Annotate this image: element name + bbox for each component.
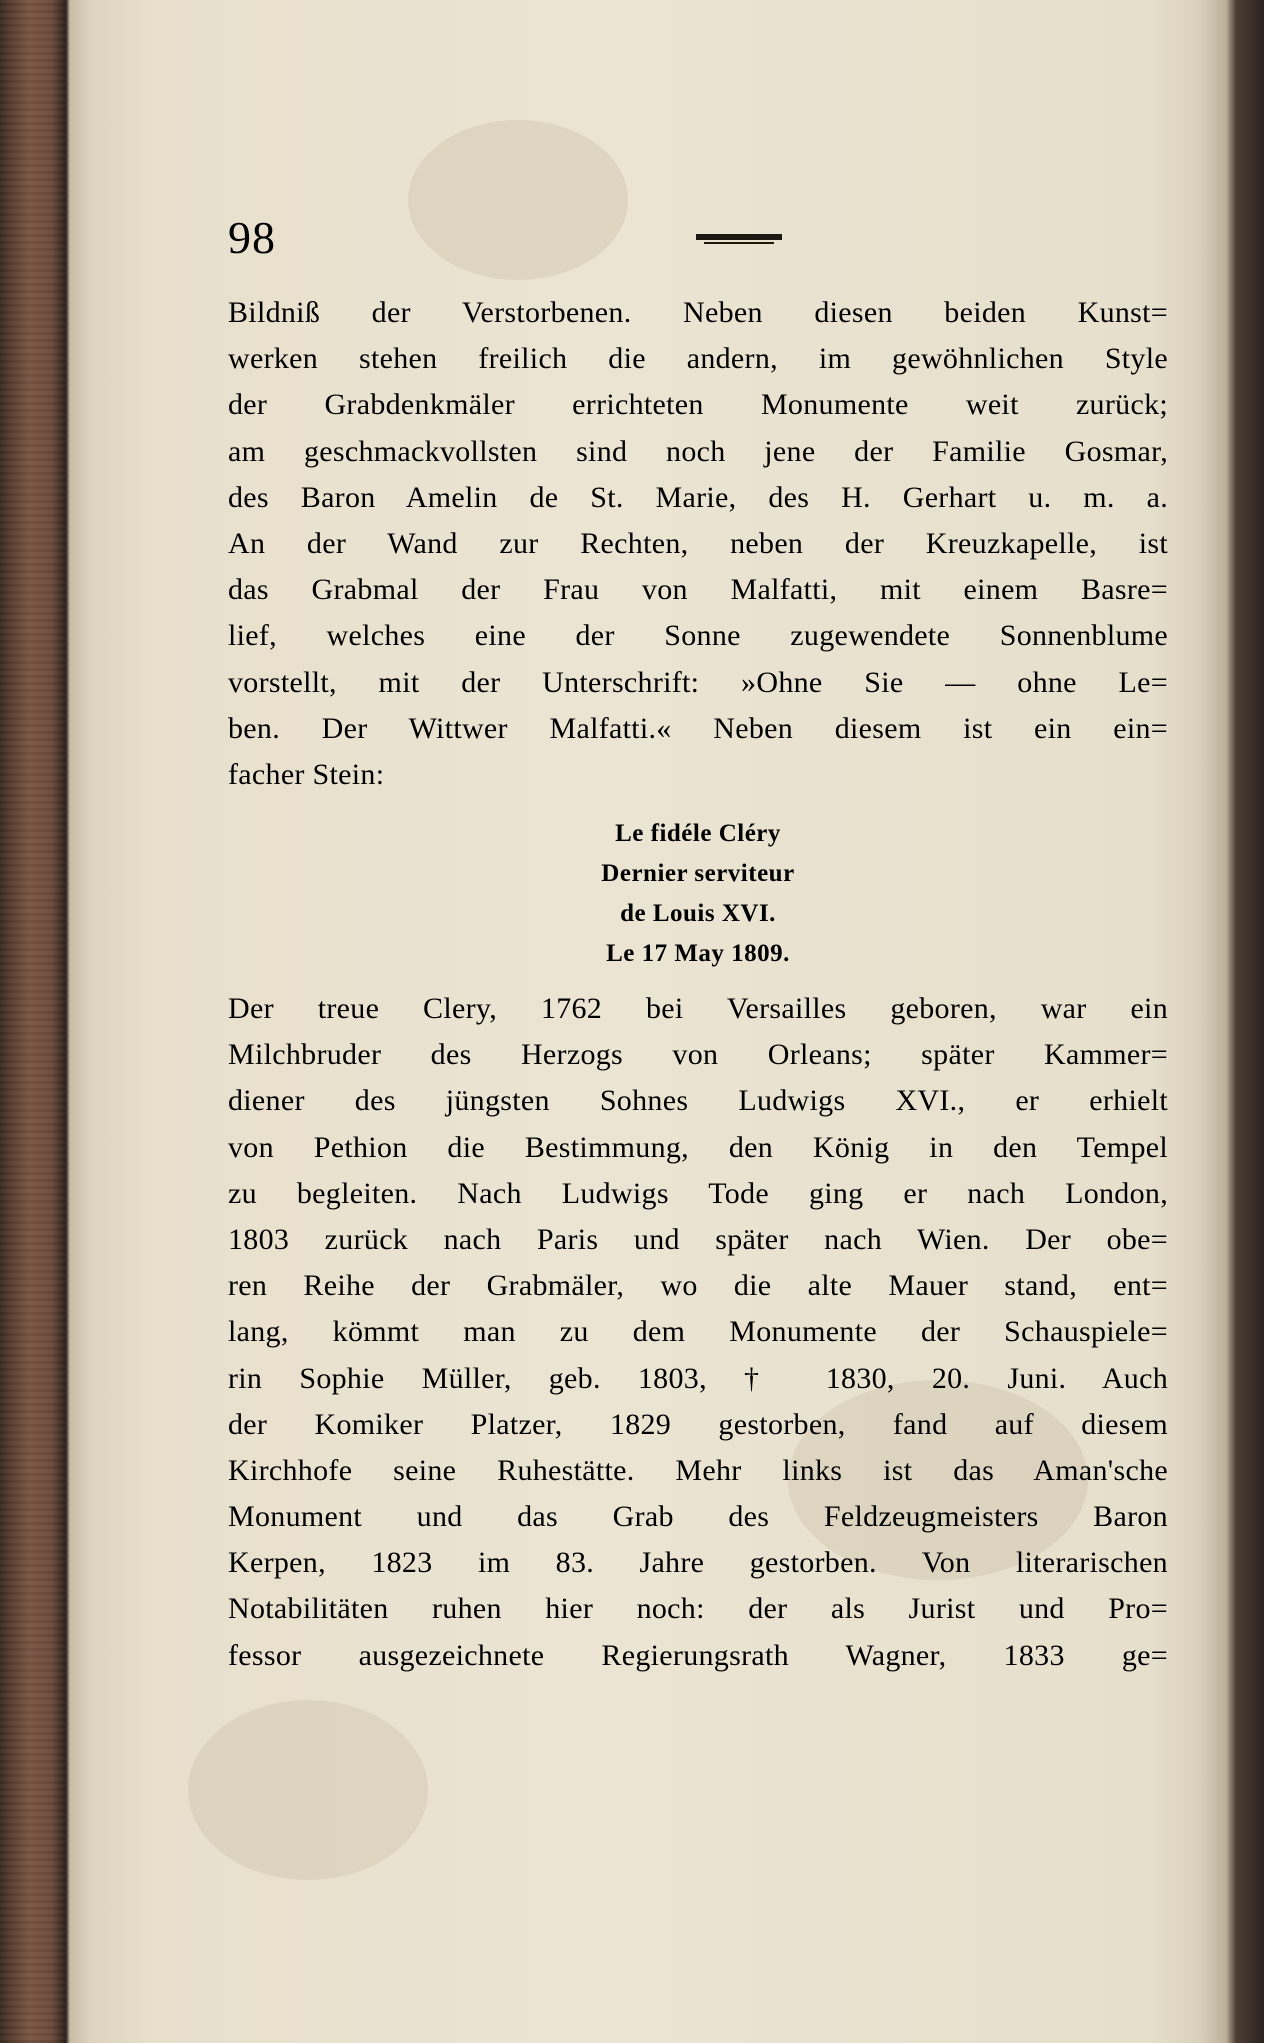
- text-line: facher Stein:: [228, 757, 385, 791]
- inscription-line: Le fidéle Cléry: [615, 820, 781, 847]
- inscription-line: de Louis XVI.: [620, 900, 776, 927]
- text-line: zu begleiten. Nach Ludwigs Tode ging er nach London,: [228, 1176, 1168, 1210]
- text-line: am geschmackvollsten sind noch jene der Familie Gosmar,: [228, 434, 1168, 468]
- book-spine-edge: [0, 0, 66, 2043]
- epitaph-inscription: [228, 814, 1168, 974]
- paragraph-2: [228, 986, 1168, 1679]
- text-line: der Komiker Platzer, 1829 gestorben, fand auf diesem: [228, 1407, 1168, 1441]
- text-line: von Pethion die Bestimmung, den König in den Tempel: [228, 1130, 1168, 1164]
- text-line: lief, welches eine der Sonne zugewendete Sonnenblume: [228, 619, 1168, 653]
- text-line: Milchbruder des Herzogs von Orleans; später Kammer=: [228, 1038, 1168, 1072]
- text-line: diener des jüngsten Sohnes Ludwigs XVI., er erhielt: [228, 1084, 1168, 1118]
- page-header: [228, 212, 828, 272]
- text-line: ben. Der Wittwer Malfatti.« Neben diesem ist ein ein=: [228, 711, 1168, 745]
- text-line: der Grabdenkmäler errichteten Monumente weit zurück;: [228, 388, 1168, 422]
- text-line: das Grabmal der Frau von Malfatti, mit einem Basre=: [228, 573, 1168, 607]
- text-line: vorstellt, mit der Unterschrift: »Ohne Sie — ohne Le=: [228, 665, 1168, 699]
- text-line: des Baron Amelin de St. Marie, des H. Gerhart u. m. a.: [228, 480, 1168, 514]
- inscription-line: Le 17 May 1809.: [606, 940, 790, 967]
- text-line: werken stehen freilich die andern, im gewöhnlichen Style: [228, 342, 1168, 376]
- paper-stain: [188, 1700, 428, 1880]
- inscription-line: Dernier serviteur: [601, 860, 795, 887]
- text-line: ren Reihe der Grabmäler, wo die alte Mauer stand, ent=: [228, 1269, 1168, 1303]
- text-line: lang, kömmt man zu dem Monumente der Schauspiele=: [228, 1315, 1168, 1349]
- text-line: Notabilitäten ruhen hier noch: der als Jurist und Pro=: [228, 1592, 1168, 1626]
- header-rule: [696, 234, 782, 240]
- text-line: Monument und das Grab des Feldzeugmeisters Baron: [228, 1500, 1168, 1534]
- text-line: Kirchhofe seine Ruhestätte. Mehr links ist das Aman'sche: [228, 1453, 1168, 1487]
- text-line: An der Wand zur Rechten, neben der Kreuzkapelle, ist: [228, 526, 1168, 560]
- paragraph-1: [228, 290, 1168, 798]
- text-line: fessor ausgezeichnete Regierungsrath Wagner, 1833 ge=: [228, 1638, 1168, 1672]
- text-line: rin Sophie Müller, geb. 1803, † 1830, 20. Juni. Auch: [228, 1361, 1168, 1395]
- text-line: Der treue Clery, 1762 bei Versailles geboren, war ein: [228, 992, 1168, 1025]
- text-line: 1803 zurück nach Paris und später nach Wien. Der obe=: [228, 1222, 1168, 1256]
- page-number: 98: [228, 212, 276, 263]
- text-line: Kerpen, 1823 im 83. Jahre gestorben. Von literarischen: [228, 1546, 1168, 1580]
- text-line: Bildniß der Verstorbenen. Neben diesen beiden Kunst=: [228, 296, 1168, 329]
